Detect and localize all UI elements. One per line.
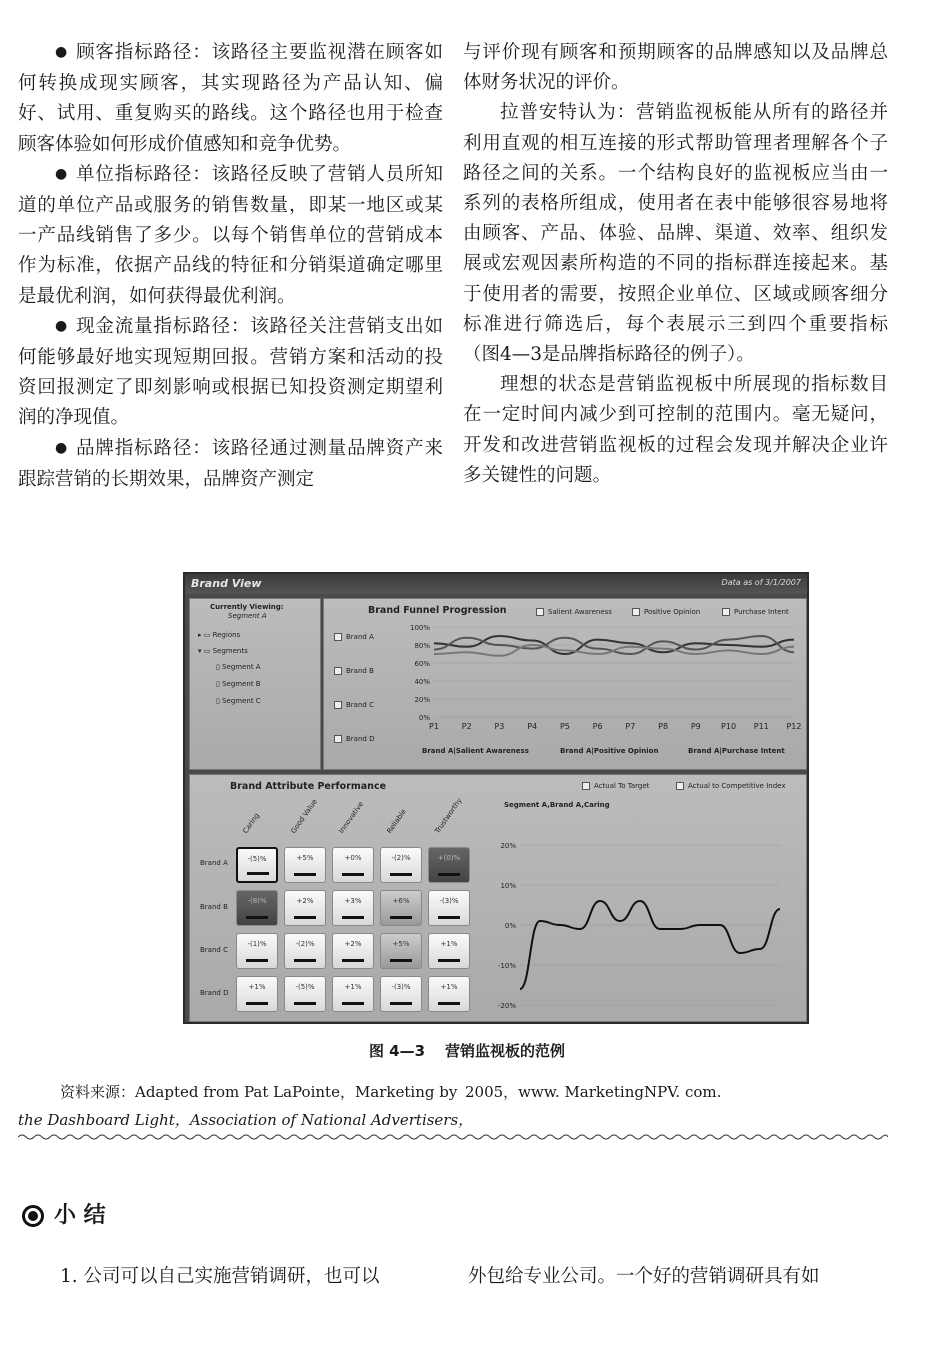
row-brand-b: Brand B [200, 903, 228, 911]
legend-positive-opinion: Brand A|Positive Opinion [560, 747, 659, 755]
x-tick-label: P8 [658, 722, 669, 731]
col-caring: Caring [241, 811, 262, 835]
col-innovative: Innovative [337, 800, 366, 835]
wavy-divider [18, 1132, 888, 1142]
bullet-customer-path: ● 顾客指标路径：该路径主要监视潜在顾客如何转换成现实顾客，其实现路径为产品认知、偏好、试用、重复购买的路线。这个路径也用于检查顾客体验如何形成价值感知和竞争优势。 [18, 38, 443, 160]
dashboard-date: Data as of 3/1/2007 [721, 578, 801, 587]
bullseye-icon [22, 1205, 44, 1227]
currently-viewing-label: Currently Viewing: [210, 603, 284, 611]
lapointe-paragraph: 拉普安特认为：营销监视板能从所有的路径并利用直观的相互连接的形式帮助管理者理解各个子路径之间的关系。一个结构良好的监视板应当由一系列的表格所组成，使用者在表中能够很容易地将由顾客、产品、体验、品牌、渠道、效率、组织发展或宏观因素所构造的不同的指标群连接起来。基于使用者的需要，按照企业单位、区域或顾客细分标准进行筛选后，每个表展示三到四个重要指标（图4—3是品牌指标路径的例子）。 [463, 102, 888, 366]
bullet-brand-path: ● 品牌指标路径：该路径通过测量品牌资产来跟踪营销的长期效果，品牌资产测定 [18, 434, 443, 495]
x-tick-label: P2 [461, 722, 472, 731]
tree-item-segment-a[interactable]: ▯ Segment A [216, 663, 261, 671]
cell-b-reliable[interactable]: +6% [380, 890, 422, 926]
toggle-purchase-intent[interactable]: Purchase Intent [722, 608, 789, 616]
cell-c-trustworthy[interactable]: +1% [428, 933, 470, 969]
cell-a-good-value[interactable]: +5% [284, 847, 326, 883]
attribute-title: Brand Attribute Performance [230, 781, 387, 792]
col-trustworthy: Trustworthy [433, 796, 464, 835]
brand-d-checkbox[interactable]: Brand D [334, 735, 374, 743]
dashboard-titlebar [185, 574, 807, 594]
cell-d-trustworthy[interactable]: +1% [428, 976, 470, 1012]
bullet-unit-path: ● 单位指标路径：该路径反映了营销人员所知道的单位产品或服务的销售数量，即某一地区或某一产品线销售了多少。以每个销售单位的营销成本作为标准，依据产品线的特征和分销渠道确定哪里是最优利润，如何获得最优利润。 [18, 160, 443, 312]
y-tick-label: 0% [418, 714, 430, 722]
cell-a-innovative[interactable]: +0% [332, 847, 374, 883]
x-tick-label: P4 [527, 722, 538, 731]
attribute-panel [189, 774, 807, 1022]
brand-a-checkbox[interactable]: Brand A [334, 633, 374, 641]
tree-item-segments[interactable]: ▾ ▭ Segments [198, 647, 248, 655]
y-tick-label: -10% [497, 962, 516, 970]
funnel-panel [323, 598, 807, 770]
x-tick-label: P12 [786, 722, 802, 731]
caring-trend-chart [490, 825, 790, 1015]
section-title: 小 结 [54, 1203, 106, 1228]
cell-b-trustworthy[interactable]: -(3)% [428, 890, 470, 926]
row-brand-a: Brand A [200, 859, 228, 867]
toggle-salient-awareness[interactable]: Salient Awareness [536, 608, 612, 616]
x-tick-label: P5 [559, 722, 570, 731]
trend-subtitle: Segment A,Brand A,Caring [504, 801, 610, 809]
cell-c-good-value[interactable]: -(2)% [284, 933, 326, 969]
x-tick-label: P9 [690, 722, 701, 731]
series-line [520, 901, 780, 989]
cell-c-innovative[interactable]: +2% [332, 933, 374, 969]
cell-d-innovative[interactable]: +1% [332, 976, 374, 1012]
y-tick-label: -20% [497, 1002, 516, 1010]
x-tick-label: P1 [429, 722, 439, 731]
summary-right: 外包给专业公司。一个好的营销调研具有如 [468, 1266, 820, 1287]
current-segment: Segment A [228, 612, 267, 620]
row-brand-d: Brand D [200, 989, 229, 997]
y-tick-label: 80% [414, 642, 430, 650]
toggle-positive-opinion[interactable]: Positive Opinion [632, 608, 700, 616]
cell-d-caring[interactable]: +1% [236, 976, 278, 1012]
funnel-line-chart [404, 621, 804, 741]
cell-b-innovative[interactable]: +3% [332, 890, 374, 926]
cell-c-caring[interactable]: -(1)% [236, 933, 278, 969]
figure-caption [0, 1040, 934, 1061]
cell-d-reliable[interactable]: -(3)% [380, 976, 422, 1012]
ideal-state-paragraph: 理想的状态是营销监视板中所展现的指标数目在一定时间内减少到可控制的范围内。毫无疑问，开发和改进营销监视板的过程会发现并解决企业许多关键性的问题。 [463, 374, 888, 486]
y-tick-label: 10% [500, 882, 516, 890]
figure-title: 营销监视板的范例 [445, 1042, 566, 1060]
y-tick-label: 40% [414, 678, 430, 686]
cell-b-good-value[interactable]: +2% [284, 890, 326, 926]
summary-left: 1. 公司可以自己实施营销调研，也可以 [60, 1266, 380, 1287]
x-tick-label: P3 [494, 722, 505, 731]
y-tick-label: 20% [414, 696, 430, 704]
cell-a-reliable[interactable]: -(2)% [380, 847, 422, 883]
dashboard-figure [183, 572, 809, 1024]
tree-item-segment-b[interactable]: ▯ Segment B [216, 680, 261, 688]
segment-tree-panel [189, 598, 321, 770]
cell-a-trustworthy[interactable]: +(0)% [428, 847, 470, 883]
source-line-2: the Dashboard Light，Association of National Advertisers， [18, 1111, 474, 1129]
radio-competitive-index[interactable]: Actual to Competitive Index [676, 782, 785, 790]
x-tick-label: P11 [753, 722, 769, 731]
left-column [18, 38, 443, 495]
col-good-value: Good Value [289, 797, 319, 835]
x-tick-label: P10 [721, 722, 737, 731]
section-heading [22, 1198, 106, 1229]
col-reliable: Reliable [385, 807, 408, 835]
continued-paragraph: 与评价现有顾客和预期顾客的品牌感知以及品牌总体财务状况的评价。 [463, 42, 888, 94]
legend-purchase-intent: Brand A|Purchase Intent [688, 747, 785, 755]
series-line [434, 645, 794, 656]
cell-d-good-value[interactable]: -(5)% [284, 976, 326, 1012]
y-tick-label: 20% [500, 842, 516, 850]
tree-item-regions[interactable]: ▸ ▭ Regions [198, 631, 241, 639]
x-tick-label: P6 [592, 722, 603, 731]
source-line-right: 2005，www. MarketingNPV. com. [465, 1083, 722, 1101]
brand-c-checkbox[interactable]: Brand C [334, 701, 374, 709]
brand-b-checkbox[interactable]: Brand B [334, 667, 374, 675]
dashboard-title: Brand View [191, 577, 262, 590]
figure-number: 图 4—3 [368, 1042, 426, 1060]
radio-actual-to-target[interactable]: Actual To Target [582, 782, 649, 790]
cell-a-caring[interactable]: -(5)% [236, 847, 278, 883]
y-tick-label: 0% [504, 922, 516, 930]
funnel-title: Brand Funnel Progression [368, 605, 507, 616]
tree-item-segment-c[interactable]: ▯ Segment C [216, 697, 261, 705]
row-brand-c: Brand C [200, 946, 228, 954]
legend-salient-awareness: Brand A|Salient Awareness [422, 747, 529, 755]
y-tick-label: 100% [409, 624, 430, 632]
x-tick-label: P7 [625, 722, 636, 731]
bullet-cashflow-path: ● 现金流量指标路径：该路径关注营销支出如何能够最好地实现短期回报。营销方案和活动的投资回报测定了即刻影响或根据已知投资测定期望利润的净现值。 [18, 312, 443, 434]
source-line-1: 资料来源：Adapted from Pat LaPointe，Marketing by [60, 1083, 458, 1101]
cell-c-reliable[interactable]: +5% [380, 933, 422, 969]
right-column [463, 38, 888, 491]
y-tick-label: 60% [414, 660, 430, 668]
cell-b-caring[interactable]: -(8)% [236, 890, 278, 926]
